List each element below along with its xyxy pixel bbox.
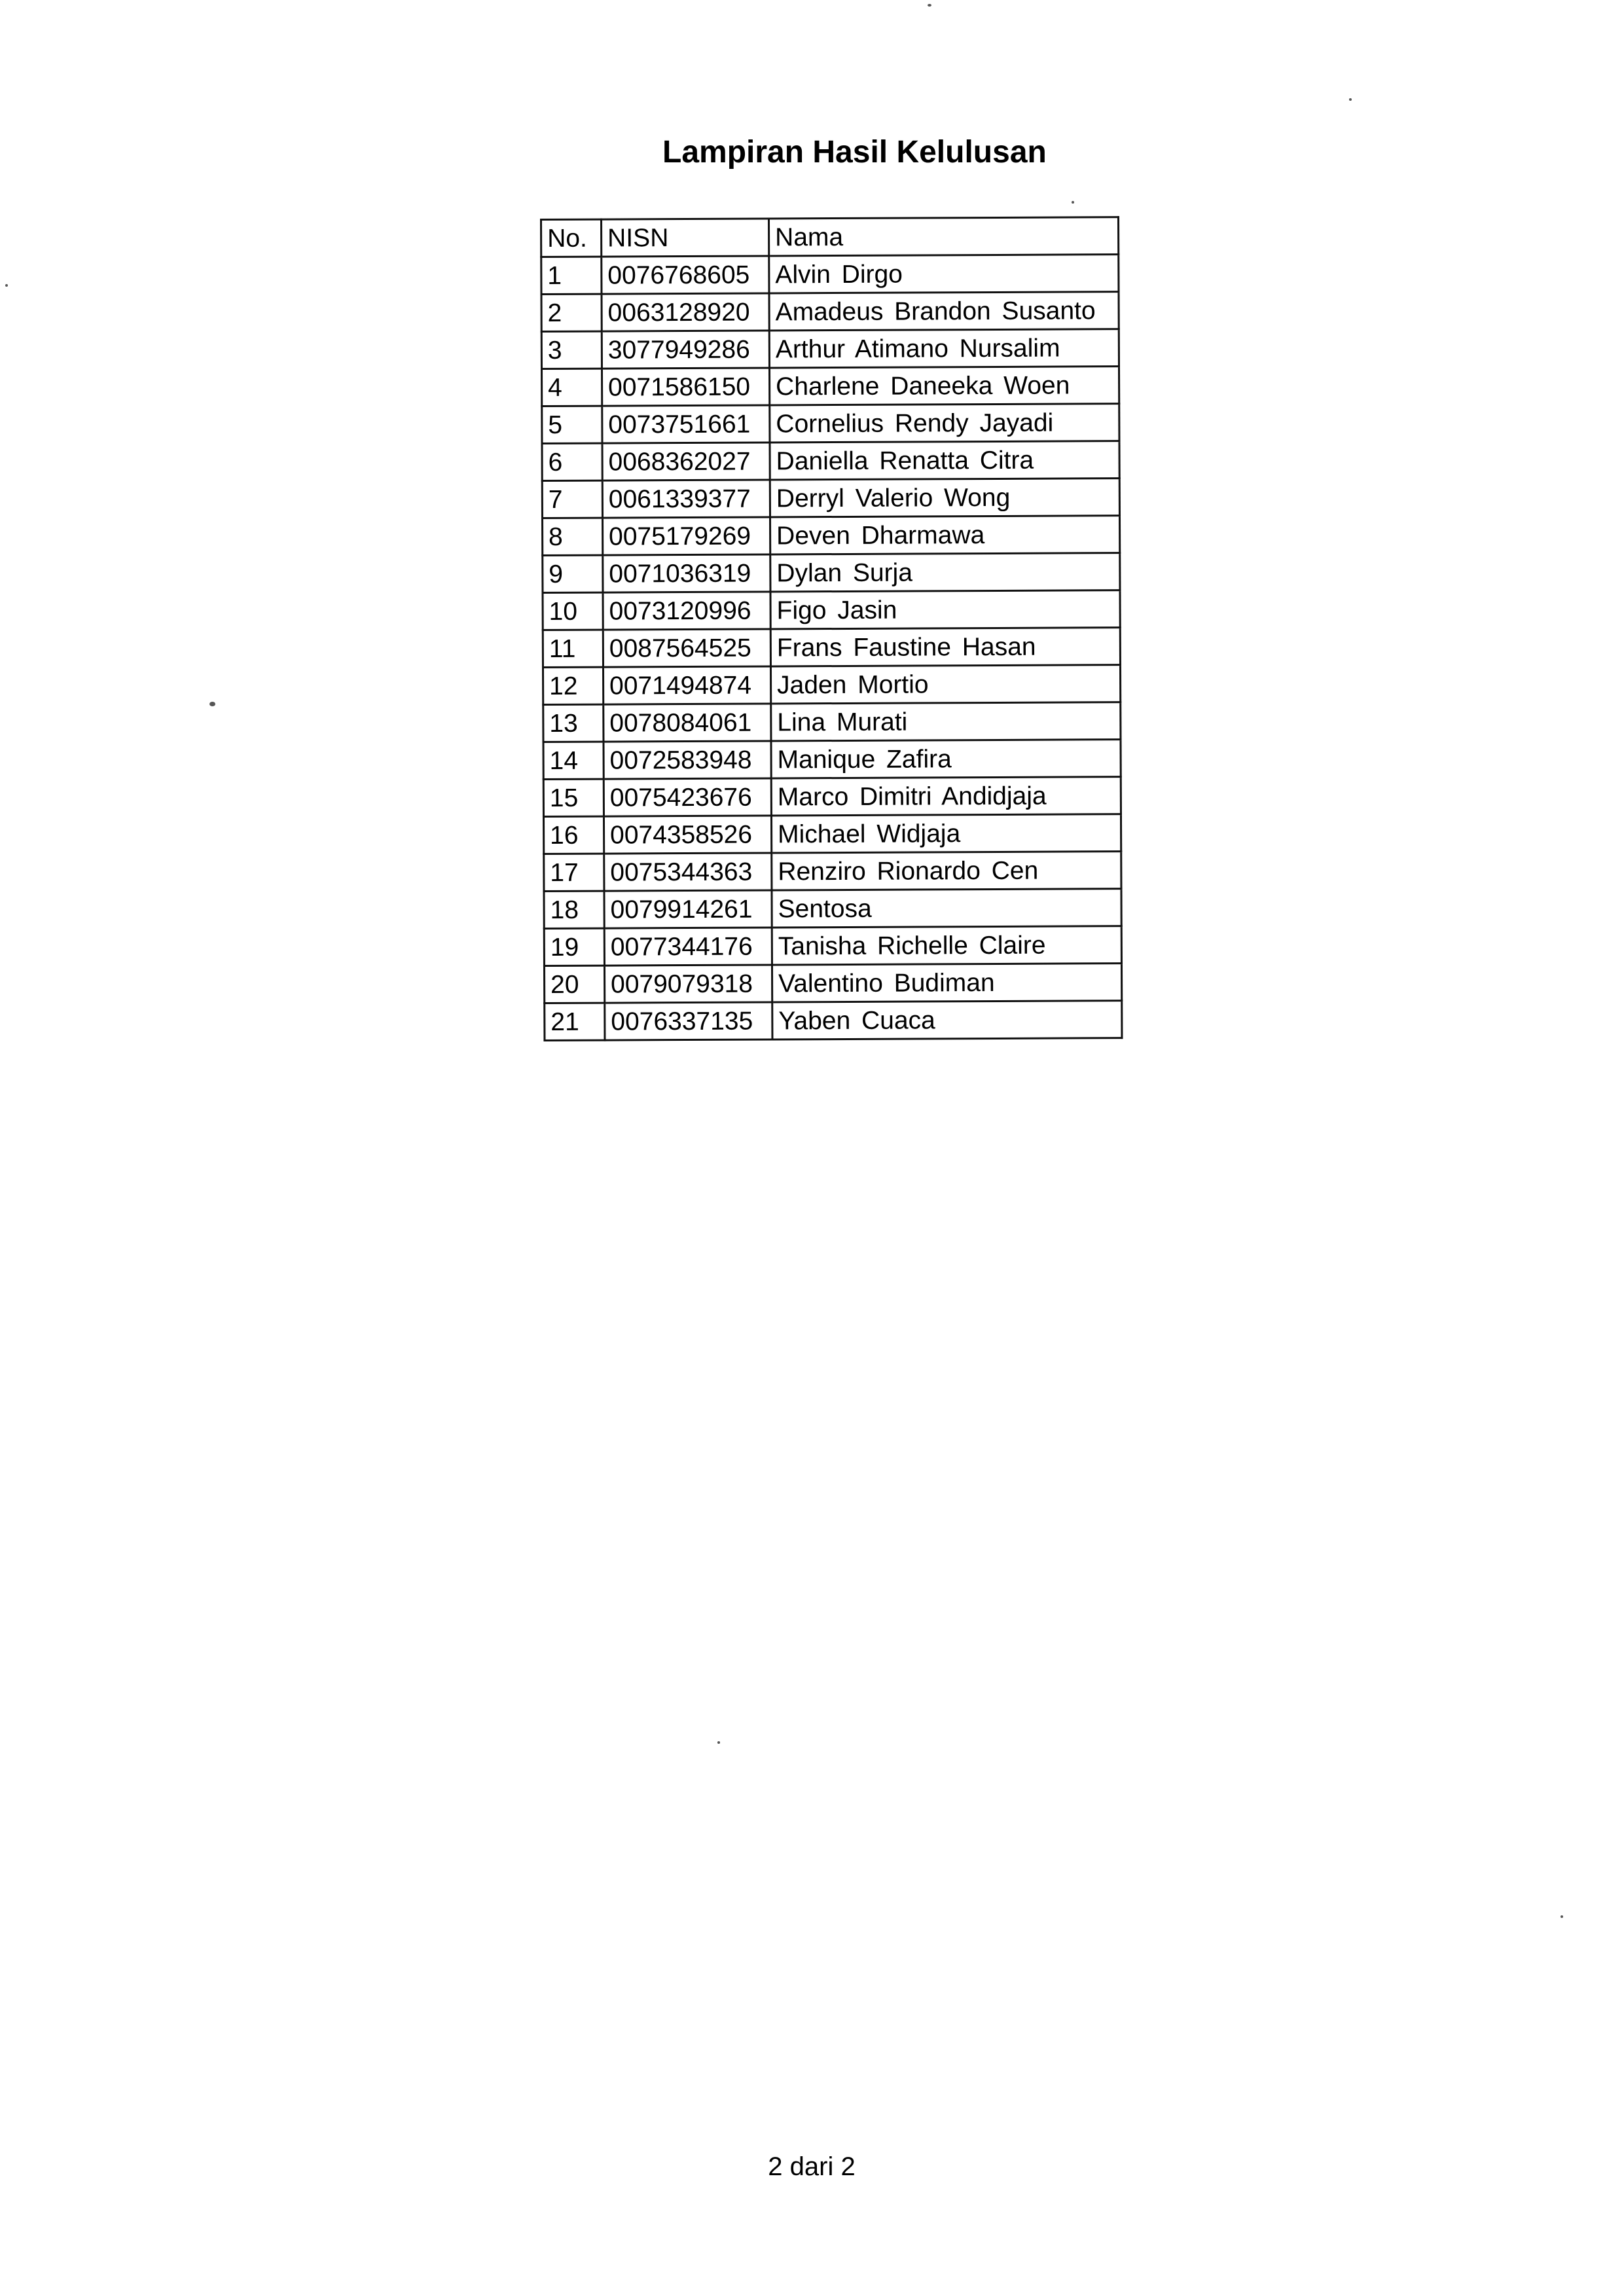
cell-nisn: 0061339377 — [602, 480, 770, 518]
scan-speck — [928, 4, 931, 7]
cell-nisn: 0063128920 — [602, 293, 769, 331]
cell-nama: Arthur Atimano Nursalim — [769, 329, 1119, 368]
table-row — [543, 777, 1121, 817]
table-row — [541, 255, 1119, 295]
cell-nisn: 0077344176 — [604, 928, 772, 966]
table-row — [542, 516, 1119, 556]
table-body — [541, 255, 1122, 1041]
cell-nisn: 0073751661 — [602, 405, 770, 443]
cell-nisn: 0073120996 — [603, 592, 770, 630]
cell-nama: Deven Dharmawa — [770, 516, 1119, 554]
table-row — [542, 404, 1119, 444]
table-row — [544, 852, 1121, 892]
cell-nisn: 0072583948 — [604, 741, 771, 779]
cell-nama: Dylan Surja — [770, 553, 1120, 592]
cell-nama: Renziro Rionardo Cen — [772, 852, 1121, 890]
table-row — [545, 1001, 1122, 1041]
table-row — [541, 292, 1119, 332]
cell-no: 18 — [544, 891, 604, 928]
cell-nama: Daniella Renatta Citra — [770, 441, 1119, 480]
scan-speck — [717, 1741, 720, 1744]
scan-speck — [1561, 1915, 1563, 1918]
cell-nama: Frans Faustine Hasan — [770, 628, 1120, 666]
cell-no: 7 — [542, 480, 602, 518]
cell-no: 5 — [542, 406, 602, 443]
table-row — [542, 367, 1119, 407]
table-row — [544, 889, 1121, 929]
cell-no: 13 — [543, 704, 604, 742]
cell-nisn: 0078084061 — [604, 704, 771, 742]
cell-no: 3 — [541, 331, 602, 369]
cell-nama: Cornelius Rendy Jayadi — [770, 404, 1119, 443]
cell-nisn: 0071494874 — [603, 666, 770, 704]
cell-no: 9 — [543, 555, 603, 592]
cell-nama: Marco Dimitri Andidjaja — [771, 777, 1121, 816]
scan-speck — [1072, 201, 1074, 204]
cell-nama: Figo Jasin — [770, 590, 1120, 629]
cell-no: 16 — [543, 816, 604, 854]
scan-speck — [209, 702, 215, 706]
cell-nisn: 0079914261 — [604, 890, 772, 928]
cell-nisn: 0079079318 — [604, 965, 772, 1003]
cell-nama: Alvin Dirgo — [769, 255, 1119, 293]
cell-no: 10 — [543, 592, 603, 630]
scan-speck — [5, 284, 8, 287]
cell-no: 8 — [542, 518, 602, 555]
cell-nama: Amadeus Brandon Susanto — [769, 292, 1119, 331]
cell-nisn: 0075179269 — [602, 517, 770, 555]
table-row — [543, 628, 1120, 668]
table-row — [543, 702, 1121, 742]
table-header-row — [541, 217, 1119, 257]
cell-nisn: 0075423676 — [604, 778, 771, 816]
cell-no: 11 — [543, 630, 603, 667]
cell-no: 21 — [545, 1003, 605, 1040]
cell-nama: Lina Murati — [771, 702, 1121, 741]
header-no: No. — [541, 219, 602, 257]
cell-no: 6 — [542, 443, 602, 480]
table-row — [542, 441, 1119, 481]
cell-no: 14 — [543, 742, 604, 779]
cell-no: 17 — [544, 854, 604, 891]
table-row — [543, 814, 1121, 854]
cell-nama: Sentosa — [772, 889, 1121, 928]
cell-no: 2 — [541, 294, 602, 331]
cell-nama: Valentino Budiman — [772, 964, 1121, 1002]
scan-speck — [1349, 98, 1352, 101]
cell-nama: Yaben Cuaca — [772, 1001, 1122, 1039]
cell-nisn: 0074358526 — [604, 816, 771, 854]
table-row — [544, 926, 1121, 966]
table-row — [543, 665, 1120, 705]
header-nisn: NISN — [602, 219, 769, 257]
cell-no: 15 — [543, 779, 604, 816]
table-row — [542, 479, 1119, 518]
table-row — [543, 553, 1120, 593]
results-table — [540, 216, 1123, 1041]
cell-no: 19 — [544, 928, 604, 966]
cell-nama: Michael Widjaja — [771, 814, 1121, 853]
document-title: Lampiran Hasil Kelulusan — [662, 135, 1047, 170]
cell-nisn: 0076337135 — [605, 1002, 772, 1040]
cell-nama: Derryl Valerio Wong — [770, 479, 1119, 517]
table-row — [541, 329, 1119, 369]
cell-nisn: 0075344363 — [604, 853, 772, 891]
cell-nama: Tanisha Richelle Claire — [772, 926, 1121, 965]
table-row — [543, 740, 1121, 780]
cell-no: 12 — [543, 667, 603, 704]
table-row — [544, 964, 1121, 1003]
cell-nisn: 0071586150 — [602, 368, 770, 406]
cell-nisn: 3077949286 — [602, 331, 769, 369]
cell-no: 4 — [542, 369, 602, 406]
cell-nama: Manique Zafira — [771, 740, 1121, 778]
header-nama: Nama — [769, 217, 1119, 256]
cell-nama: Jaden Mortio — [770, 665, 1120, 704]
cell-no: 1 — [541, 257, 602, 294]
page-number: 2 dari 2 — [768, 2152, 856, 2181]
cell-nisn: 0087564525 — [603, 629, 770, 667]
cell-nisn: 0068362027 — [602, 443, 770, 480]
cell-nama: Charlene Daneeka Woen — [769, 367, 1119, 405]
results-table-container — [540, 216, 1123, 1041]
cell-nisn: 0076768605 — [602, 256, 769, 294]
cell-no: 20 — [544, 966, 604, 1003]
table-row — [543, 590, 1120, 630]
cell-nisn: 0071036319 — [603, 554, 770, 592]
